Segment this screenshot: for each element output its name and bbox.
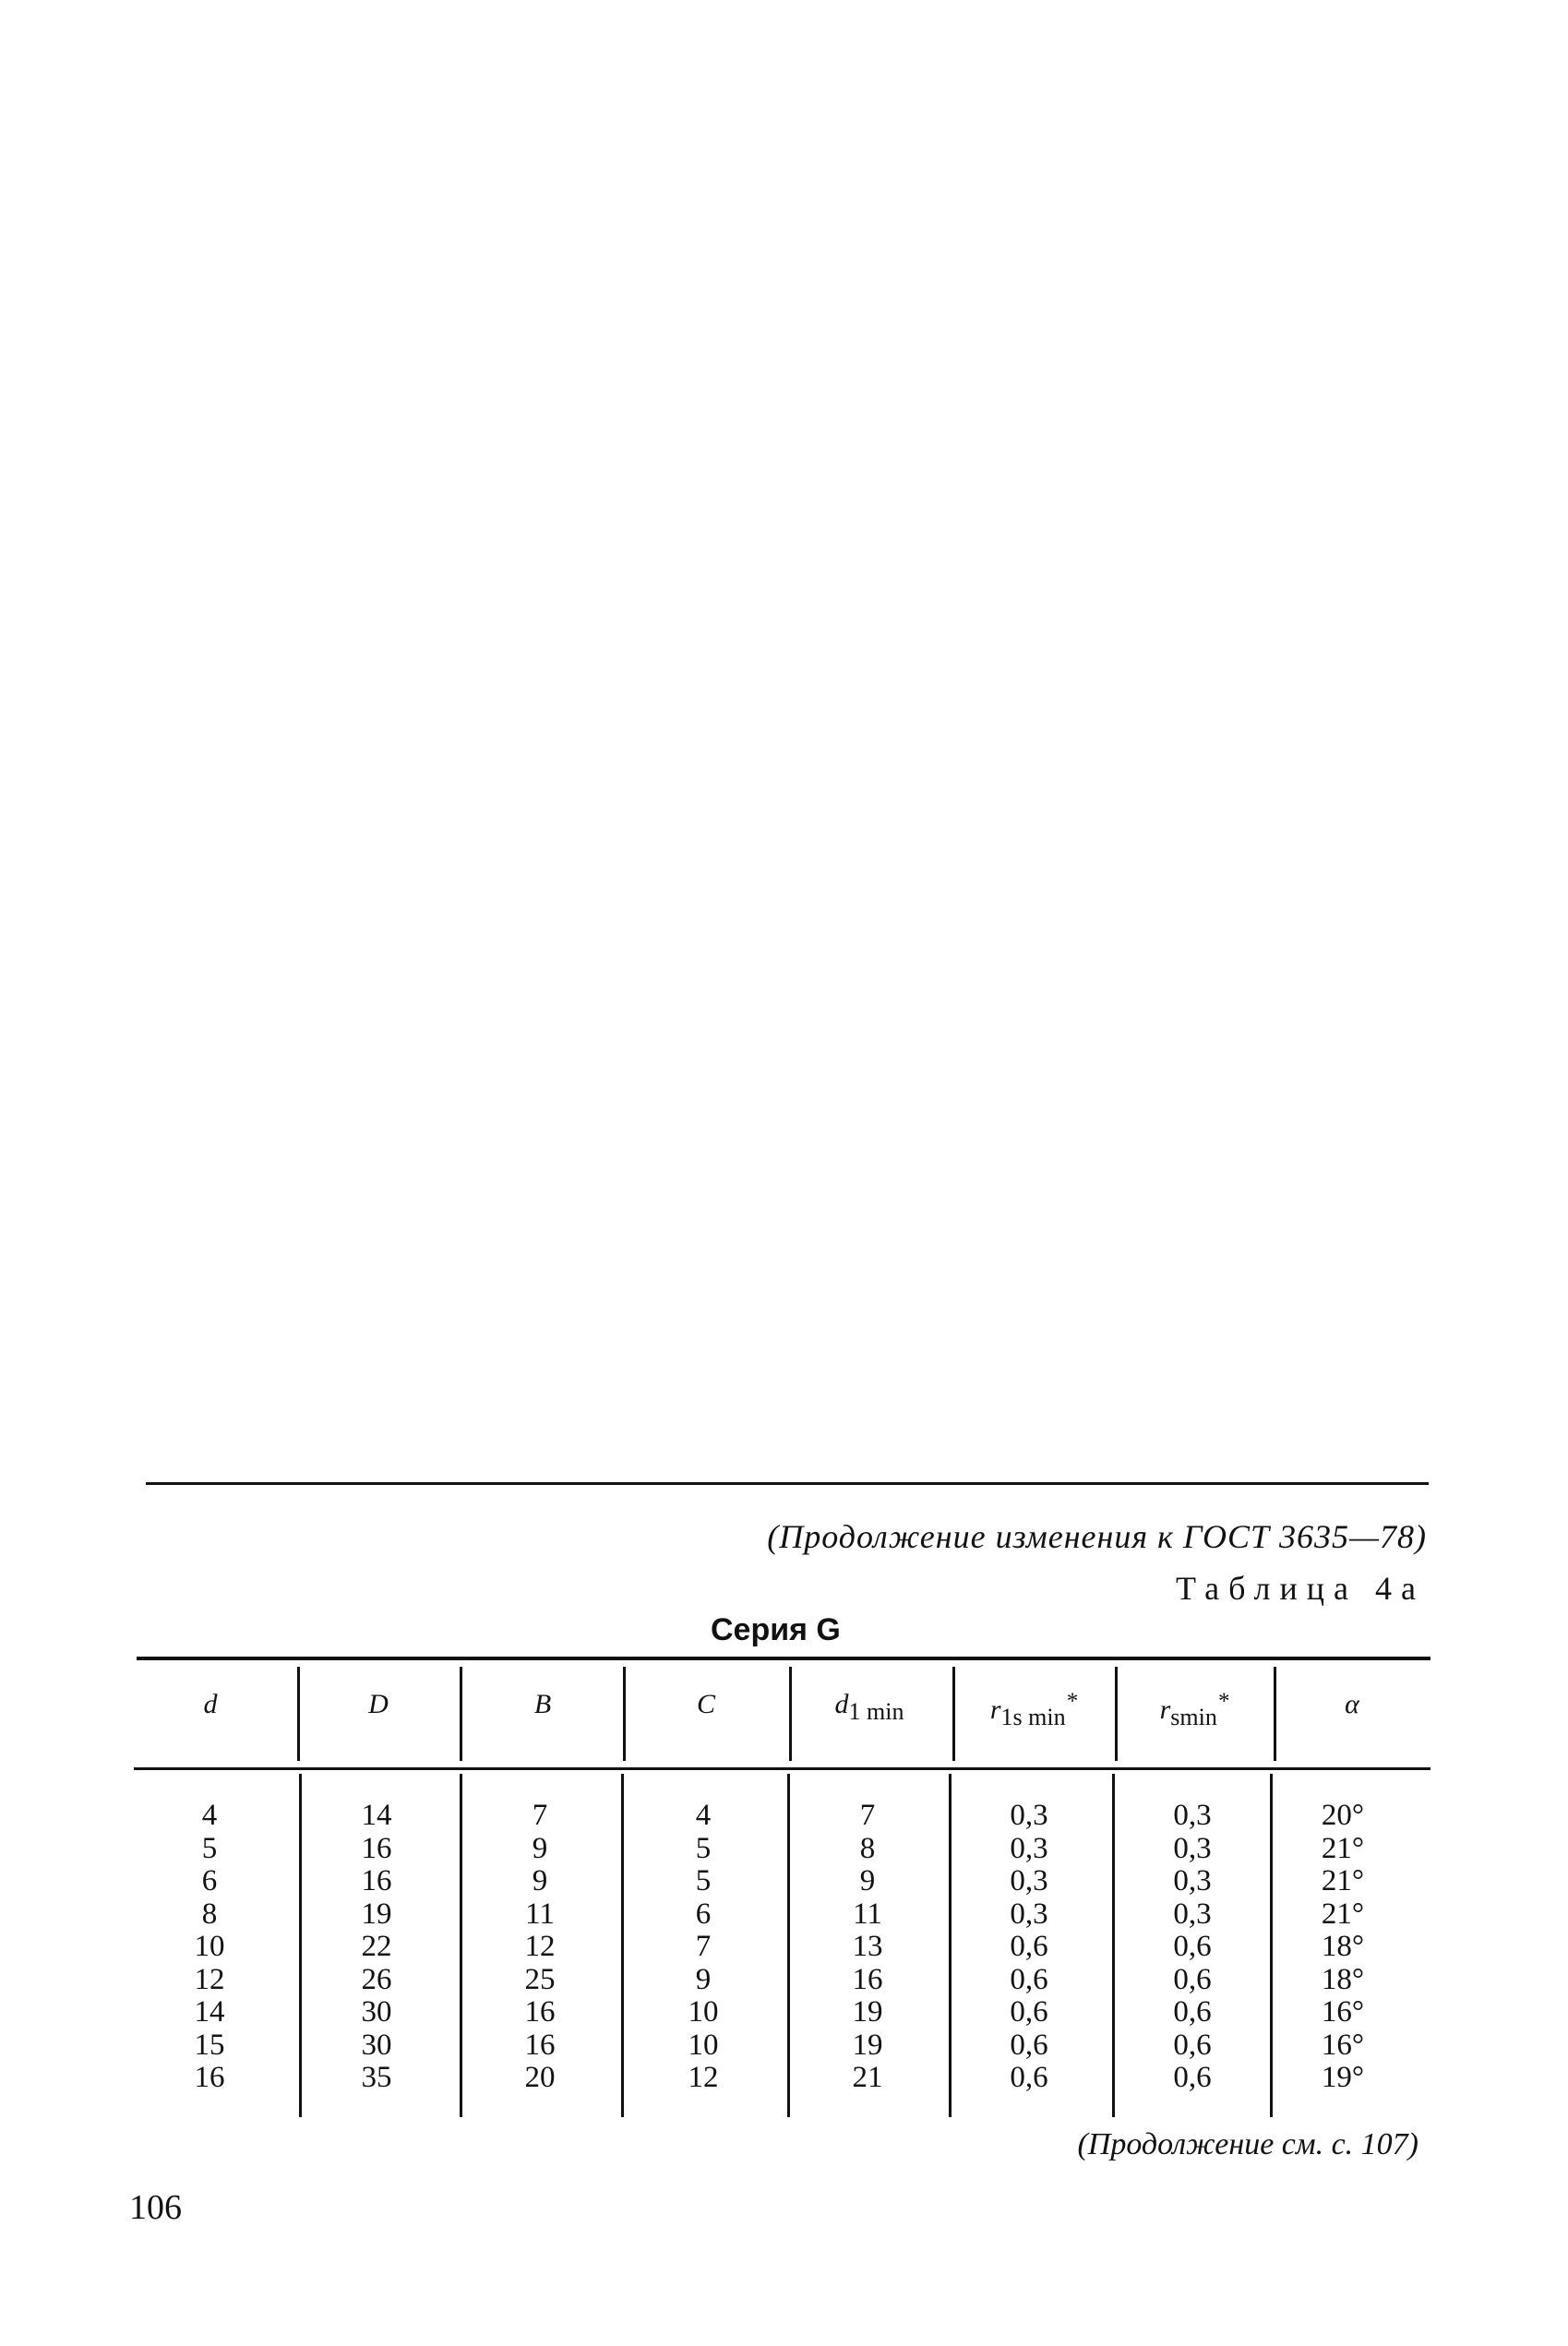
- continuation-footer: (Продолжение см. с. 107): [1077, 2127, 1418, 2161]
- header-rsmin: $r_{smin}^*$: [1159, 1689, 1229, 1730]
- column-D: [312, 1800, 441, 2095]
- header-alpha: α: [1345, 1689, 1359, 1719]
- table-cell: 0,3: [1010, 1897, 1048, 1931]
- table-rule-top: [137, 1657, 1430, 1660]
- table-cell: 30: [361, 2028, 392, 2062]
- top-rule: [146, 1482, 1429, 1485]
- table-cell: 20°: [1321, 1799, 1365, 1832]
- table-cell: 7: [532, 1799, 548, 1832]
- table-cell: 0,6: [1173, 2061, 1212, 2094]
- table-cell: 19: [852, 1995, 883, 2029]
- table-cell: 30: [361, 1995, 392, 2029]
- column-B: [475, 1800, 604, 2095]
- column-separator: [460, 1667, 462, 1761]
- column-C: [639, 1800, 768, 2095]
- table-cell: 0,3: [1010, 1799, 1048, 1832]
- column-separator: [952, 1667, 955, 1761]
- table-cell: 9: [532, 1864, 548, 1897]
- table-cell: 10: [194, 1930, 225, 1963]
- table-cell: 21°: [1321, 1864, 1365, 1897]
- table-cell: 9: [859, 1864, 876, 1897]
- table-cell: 0,6: [1010, 1930, 1048, 1963]
- column-separator: [1274, 1667, 1276, 1761]
- table-cell: 14: [361, 1799, 392, 1832]
- column-separator: [1115, 1667, 1118, 1761]
- column-separator: [949, 1774, 952, 2117]
- column-rsmin: [1128, 1800, 1257, 2095]
- table-cell: 0,6: [1173, 1995, 1212, 2029]
- table-cell: 12: [524, 1930, 556, 1963]
- column-d: [145, 1800, 274, 2095]
- continuation-header: (Продолжение изменения к ГОСТ 3635—78): [767, 1518, 1427, 1555]
- table-cell: 0,6: [1173, 1962, 1212, 1996]
- table-rule-header: [134, 1767, 1430, 1770]
- table-cell: 22: [361, 1930, 392, 1963]
- table-cell: 9: [532, 1831, 548, 1865]
- table-cell: 19°: [1321, 2061, 1365, 2094]
- table-cell: 18°: [1321, 1930, 1365, 1963]
- table-cell: 16: [194, 2061, 225, 2094]
- header-B: B: [533, 1689, 552, 1719]
- table-cell: 5: [201, 1831, 218, 1865]
- table-cell: 12: [194, 1962, 225, 1996]
- table-cell: 16: [361, 1864, 392, 1897]
- table-cell: 7: [695, 1930, 712, 1963]
- table-cell: 16: [524, 2028, 556, 2062]
- table-cell: 0,3: [1173, 1897, 1212, 1931]
- table-cell: 19: [361, 1897, 392, 1931]
- table-cell: 0,3: [1010, 1831, 1048, 1865]
- table-cell: 16°: [1321, 1995, 1365, 2029]
- table-cell: 26: [361, 1962, 392, 1996]
- table-cell: 21°: [1321, 1897, 1365, 1931]
- column-separator: [623, 1667, 626, 1761]
- table-cell: 16°: [1321, 2028, 1365, 2062]
- table-cell: 16: [361, 1831, 392, 1865]
- table-cell: 8: [859, 1831, 876, 1865]
- table-cell: 18°: [1321, 1962, 1365, 1996]
- column-r1s-min: [964, 1800, 1094, 2095]
- table-cell: 12: [688, 2061, 719, 2094]
- column-d1-min: [803, 1800, 932, 2095]
- column-separator: [460, 1774, 462, 2117]
- column-separator: [1270, 1774, 1273, 2117]
- table-cell: 10: [688, 2028, 719, 2062]
- table-cell: 10: [688, 1995, 719, 2029]
- table-cell: 13: [852, 1930, 883, 1963]
- table-cell: 0,3: [1010, 1864, 1048, 1897]
- table-cell: 8: [201, 1897, 218, 1931]
- header-D: D: [368, 1689, 389, 1719]
- table-cell: 21°: [1321, 1831, 1365, 1865]
- series-title: Серия G: [711, 1612, 841, 1647]
- table-cell: 11: [525, 1897, 555, 1931]
- table-cell: 5: [695, 1831, 712, 1865]
- table-cell: 0,6: [1010, 1995, 1048, 2029]
- table-cell: 9: [695, 1962, 712, 1996]
- column-separator: [621, 1774, 624, 2117]
- header-r1s-min: $r_{1s min}^*$: [989, 1689, 1078, 1730]
- table-cell: 35: [361, 2061, 392, 2094]
- column-alpha: [1278, 1800, 1407, 2095]
- table-cell: 4: [695, 1799, 712, 1832]
- table-cell: 0,3: [1173, 1864, 1212, 1897]
- table-cell: 11: [853, 1897, 882, 1931]
- column-separator: [789, 1667, 792, 1761]
- table-cell: 6: [695, 1897, 712, 1931]
- table-cell: 25: [524, 1962, 556, 1996]
- table-cell: 16: [852, 1962, 883, 1996]
- table-cell: 0,6: [1010, 1962, 1048, 1996]
- table-cell: 15: [194, 2028, 225, 2062]
- table-cell: 0,6: [1173, 2028, 1212, 2062]
- column-separator: [297, 1667, 300, 1761]
- table-cell: 0,6: [1010, 2061, 1048, 2094]
- table-cell: 0,6: [1010, 2028, 1048, 2062]
- page-number: 106: [129, 2188, 182, 2227]
- table-cell: 14: [194, 1995, 225, 2029]
- header-C: C: [696, 1689, 715, 1719]
- table-cell: 0,6: [1173, 1930, 1212, 1963]
- table-cell: 5: [695, 1864, 712, 1897]
- table-cell: 20: [524, 2061, 556, 2094]
- table-cell: 4: [201, 1799, 218, 1832]
- table-cell: 0,3: [1173, 1831, 1212, 1865]
- table-cell: 21: [852, 2061, 883, 2094]
- header-d1-min: $d_{1 min}$: [834, 1689, 904, 1725]
- table-cell: 19: [852, 2028, 883, 2062]
- column-separator: [299, 1774, 302, 2117]
- table-cell: 6: [201, 1864, 218, 1897]
- table-cell: 16: [524, 1995, 556, 2029]
- table-cell: 0,3: [1173, 1799, 1212, 1832]
- header-d: d: [203, 1689, 218, 1719]
- table-label: Таблица 4а: [1176, 1570, 1425, 1607]
- column-separator: [787, 1774, 790, 2117]
- table-cell: 7: [859, 1799, 876, 1832]
- column-separator: [1112, 1774, 1115, 2117]
